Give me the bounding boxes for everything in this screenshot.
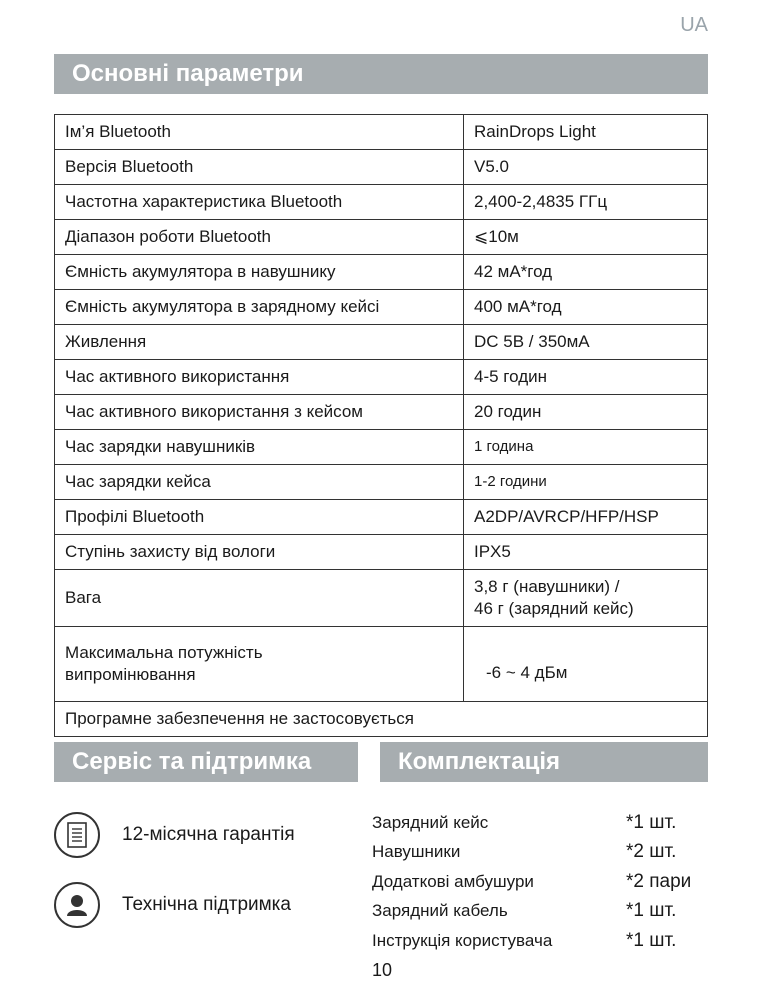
warranty-label: 12-місячна гарантія: [122, 824, 295, 845]
list-item: [372, 897, 712, 927]
spec-value: A2DP/AVRCP/HFP/HSP: [464, 500, 708, 535]
service-warranty: [54, 812, 295, 858]
table-row: [55, 627, 708, 702]
list-item: [372, 926, 712, 956]
table-row: [55, 255, 708, 290]
spec-table: [54, 114, 708, 737]
spec-value-line: 46 г (зарядний кейс): [474, 599, 634, 618]
table-row: [55, 395, 708, 430]
spec-note: Програмне забезпечення не застосовується: [55, 702, 708, 737]
spec-key: Ім’я Bluetooth: [55, 115, 464, 150]
kit-item-name: Зарядний кейс: [372, 812, 489, 832]
spec-value-line: 3,8 г (навушники) /: [474, 577, 620, 596]
language-code: UA: [680, 14, 708, 36]
spec-key: Вага: [55, 570, 464, 627]
spec-value: V5.0: [464, 150, 708, 185]
spec-value: 42 мА*год: [464, 255, 708, 290]
page-number: 10: [372, 960, 393, 980]
kit-list: [372, 808, 712, 956]
spec-value: RainDrops Light: [464, 115, 708, 150]
spec-value: 1 година: [464, 430, 708, 465]
kit-item-name: Інструкція користувача: [372, 930, 553, 950]
kit-item-name: Навушники: [372, 842, 461, 862]
table-row: [55, 290, 708, 325]
spec-key: [55, 627, 464, 702]
table-row: [55, 360, 708, 395]
spec-key: Ємність акумулятора в зарядному кейсі: [55, 290, 464, 325]
spec-value: -6 ~ 4 дБм: [464, 627, 708, 702]
table-row: [55, 570, 708, 627]
spec-key: Профілі Bluetooth: [55, 500, 464, 535]
section-title-main-params: Основні параметри: [54, 54, 708, 94]
spec-value: IPX5: [464, 535, 708, 570]
table-row: [55, 185, 708, 220]
table-row: [55, 702, 708, 737]
list-item: [372, 808, 712, 838]
spec-key: Час зарядки навушників: [55, 430, 464, 465]
spec-key-line: Максимальна потужність: [65, 643, 263, 662]
support-label: Технічна підтримка: [122, 894, 291, 915]
section-title-service: Сервіс та підтримка: [54, 742, 358, 782]
spec-value: ⩽10м: [464, 220, 708, 255]
kit-item-qty: *1 шт.: [626, 811, 677, 833]
spec-value: [464, 570, 708, 627]
kit-item-qty: *2 шт.: [626, 841, 677, 863]
table-row: [55, 465, 708, 500]
spec-value: 400 мА*год: [464, 290, 708, 325]
kit-item-qty: *1 шт.: [626, 929, 677, 951]
spec-key: Ступінь захисту від вологи: [55, 535, 464, 570]
table-row: [55, 535, 708, 570]
table-row: [55, 325, 708, 360]
document-icon: [54, 812, 100, 858]
spec-key: Час активного використання: [55, 360, 464, 395]
table-row: [55, 220, 708, 255]
list-item: [372, 867, 712, 897]
section-title-kit: Комплектація: [380, 742, 708, 782]
table-row: [55, 500, 708, 535]
table-row: [55, 150, 708, 185]
spec-key: Діапазон роботи Bluetooth: [55, 220, 464, 255]
spec-value: 1-2 години: [464, 465, 708, 500]
list-item: [372, 838, 712, 868]
kit-item-qty: *2 пари: [626, 870, 692, 892]
spec-value: DC 5В / 350мА: [464, 325, 708, 360]
kit-item-name: Додаткові амбушури: [372, 871, 534, 891]
kit-item-qty: *1 шт.: [626, 900, 677, 922]
spec-value: 4-5 годин: [464, 360, 708, 395]
person-icon: [54, 882, 100, 928]
spec-key-line: випромінювання: [65, 665, 196, 684]
spec-key: Версія Bluetooth: [55, 150, 464, 185]
kit-item-name: Зарядний кабель: [372, 901, 508, 921]
spec-key: Частотна характеристика Bluetooth: [55, 185, 464, 220]
table-row: [55, 430, 708, 465]
service-support: [54, 882, 291, 928]
spec-key: Час активного використання з кейсом: [55, 395, 464, 430]
table-row: [55, 115, 708, 150]
spec-key: Ємність акумулятора в навушнику: [55, 255, 464, 290]
spec-key: Живлення: [55, 325, 464, 360]
spec-value: 20 годин: [464, 395, 708, 430]
spec-key: Час зарядки кейса: [55, 465, 464, 500]
spec-value: 2,400-2,4835 ГГц: [464, 185, 708, 220]
